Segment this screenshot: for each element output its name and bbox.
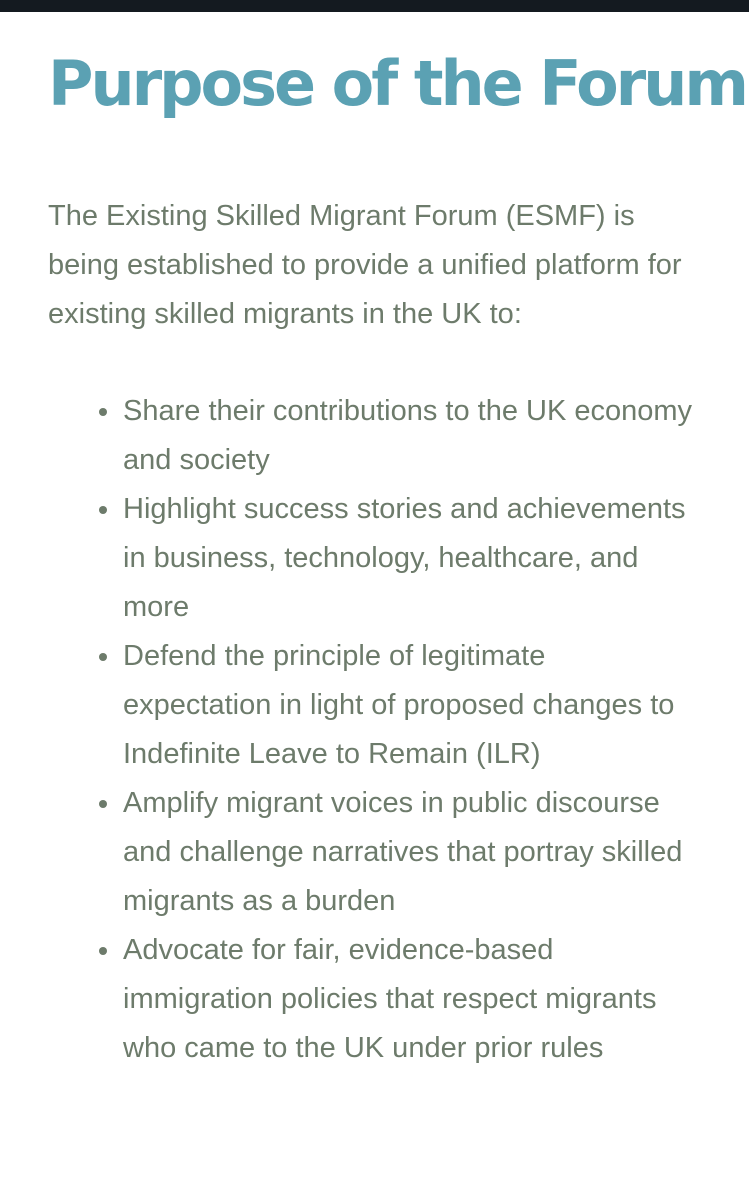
purpose-list bbox=[48, 387, 708, 1073]
bullet-dot-icon bbox=[99, 506, 107, 514]
purpose-list-item bbox=[48, 926, 693, 1073]
purpose-list-item bbox=[48, 485, 693, 632]
bullet-dot-icon bbox=[99, 947, 107, 955]
bullet-dot-icon bbox=[99, 408, 107, 416]
purpose-list-item bbox=[48, 779, 693, 926]
bullet-dot-icon bbox=[99, 653, 107, 661]
purpose-list-item-text: Highlight success stories and achievements in business, technology, healthcare, and more bbox=[123, 493, 686, 623]
top-status-bar bbox=[0, 0, 749, 12]
purpose-list-item-text: Advocate for fair, evidence-based immigration policies that respect migrants who came to the UK under prior rules bbox=[123, 934, 657, 1064]
section-title: Purpose of the Forum bbox=[48, 47, 746, 120]
purpose-section bbox=[48, 47, 746, 1073]
purpose-list-item bbox=[48, 387, 693, 485]
intro-paragraph: The Existing Skilled Migrant Forum (ESMF) is being established to provide a unified platform for existing skilled migrants in the UK to: bbox=[48, 200, 682, 330]
purpose-list-item-text: Share their contributions to the UK economy and society bbox=[123, 395, 693, 476]
purpose-list-item bbox=[48, 632, 693, 779]
purpose-list-item-text: Amplify migrant voices in public discourse and challenge narratives that portray skilled migrants as a burden bbox=[123, 787, 683, 917]
purpose-list-item-text: Defend the principle of legitimate expectation in light of proposed changes to Indefinite Leave to Remain (ILR) bbox=[123, 640, 675, 770]
bullet-dot-icon bbox=[99, 800, 107, 808]
